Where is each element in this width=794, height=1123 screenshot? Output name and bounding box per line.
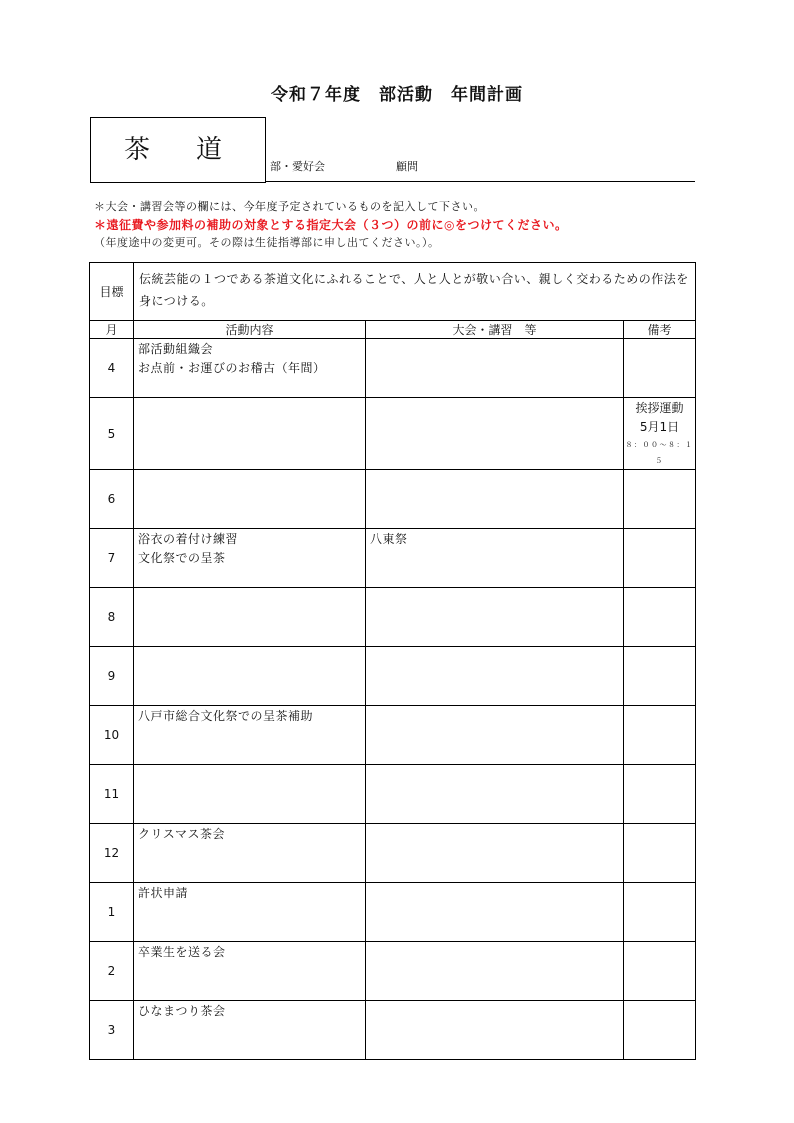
month-cell: 4 (90, 339, 134, 398)
remarks-cell (624, 647, 696, 706)
table-row (90, 706, 696, 765)
activity-line: 許状申請 (138, 886, 189, 900)
activity-line: お点前・お運びのお稽古（年間） (138, 361, 326, 375)
table-row (90, 883, 696, 942)
remarks-cell (624, 883, 696, 942)
activity-cell (134, 883, 366, 942)
event-cell (366, 1001, 624, 1060)
remarks-cell (624, 588, 696, 647)
table-row (90, 339, 696, 398)
instruction-note-3: （年度途中の変更可。その際は生徒指導部に申し出てください。）。 (94, 236, 440, 249)
header-activity: 活動内容 (134, 321, 366, 339)
goal-row (90, 263, 696, 321)
annual-plan-table (89, 262, 696, 1060)
event-cell (366, 398, 624, 470)
month-cell: 8 (90, 588, 134, 647)
remarks-cell (624, 942, 696, 1001)
table-header-row (90, 321, 696, 339)
month-cell: 11 (90, 765, 134, 824)
remarks-line: 5月1日 (639, 420, 680, 434)
table-row (90, 588, 696, 647)
month-cell: 10 (90, 706, 134, 765)
advisor-label: 顧問 (396, 160, 418, 173)
instruction-note-2: ＊遠征費や参加料の補助の対象とする指定大会（３つ）の前に◎をつけてください。 (94, 218, 568, 232)
month-cell: 5 (90, 398, 134, 470)
event-cell (366, 588, 624, 647)
activity-cell (134, 647, 366, 706)
instruction-note-1: ＊大会・講習会等の欄には、今年度予定されているものを記入して下さい。 (94, 200, 485, 213)
remarks-cell (624, 470, 696, 529)
activity-line: 浴衣の着付け練習 (138, 532, 239, 546)
advisor-underline (266, 181, 695, 182)
page-title: 令和７年度 部活動 年間計画 (271, 85, 523, 105)
table-row (90, 398, 696, 470)
activity-cell (134, 529, 366, 588)
remarks-line: 挨拶運動 (635, 401, 684, 415)
month-cell: 2 (90, 942, 134, 1001)
remarks-cell (624, 339, 696, 398)
remarks-cell (624, 824, 696, 883)
table-row (90, 824, 696, 883)
club-type-label: 部・愛好会 (270, 160, 325, 173)
table-row (90, 765, 696, 824)
event-cell (366, 765, 624, 824)
month-cell: 1 (90, 883, 134, 942)
remarks-cell (624, 765, 696, 824)
event-cell (366, 339, 624, 398)
activity-line: クリスマス茶会 (138, 827, 226, 841)
month-cell: 6 (90, 470, 134, 529)
event-cell (366, 529, 624, 588)
event-cell (366, 706, 624, 765)
club-name-box: 茶 道 (90, 117, 266, 183)
activity-cell (134, 942, 366, 1001)
remarks-time: ８：００～８：１５ (625, 441, 694, 465)
month-cell: 3 (90, 1001, 134, 1060)
event-cell (366, 824, 624, 883)
event-cell (366, 470, 624, 529)
remarks-cell (624, 529, 696, 588)
header-remarks: 備考 (624, 321, 696, 339)
activity-cell (134, 1001, 366, 1060)
activity-line: 部活動組織会 (138, 342, 214, 356)
activity-cell (134, 588, 366, 647)
activity-line: ひなまつり茶会 (138, 1004, 226, 1018)
header-month: 月 (90, 321, 134, 339)
event-cell (366, 883, 624, 942)
activity-cell (134, 706, 366, 765)
activity-line: 卒業生を送る会 (138, 945, 226, 959)
table-row (90, 470, 696, 529)
remarks-cell (624, 1001, 696, 1060)
table-row (90, 647, 696, 706)
event-cell (366, 942, 624, 1001)
month-cell: 7 (90, 529, 134, 588)
month-cell: 9 (90, 647, 134, 706)
month-cell: 12 (90, 824, 134, 883)
activity-cell (134, 470, 366, 529)
remarks-cell (624, 706, 696, 765)
activity-cell (134, 339, 366, 398)
activity-cell (134, 398, 366, 470)
event-line: 八東祭 (370, 532, 408, 546)
remarks-cell (624, 398, 696, 470)
activity-cell (134, 824, 366, 883)
activity-line: 文化祭での呈茶 (138, 551, 226, 565)
header-event: 大会・講習 等 (366, 321, 624, 339)
activity-cell (134, 765, 366, 824)
activity-line: 八戸市総合文化祭での呈茶補助 (138, 709, 314, 723)
table-row (90, 942, 696, 1001)
table-row (90, 1001, 696, 1060)
goal-label: 目標 (90, 263, 134, 321)
table-row (90, 529, 696, 588)
event-cell (366, 647, 624, 706)
goal-text: 伝統芸能の１つである茶道文化にふれることで、人と人とが敬い合い、親しく交わるための作法を身につける。 (134, 263, 696, 321)
